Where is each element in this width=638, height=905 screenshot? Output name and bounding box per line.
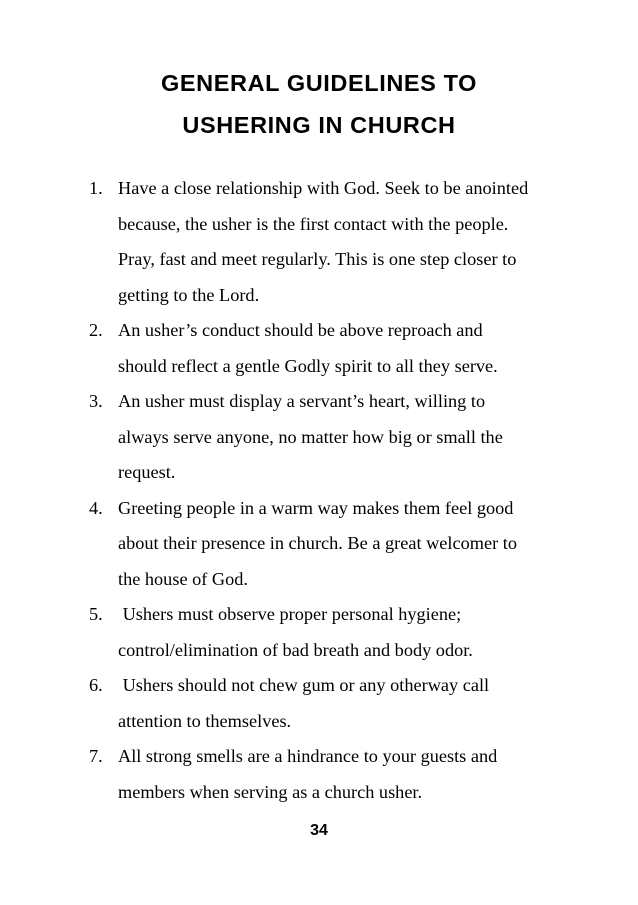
item-number: 6. <box>89 675 103 695</box>
item-line: Greeting people in a warm way makes them feel good <box>118 497 514 518</box>
page-number: 34 <box>310 822 328 839</box>
item-line: Ushers should not chew gum or any otherway call <box>118 675 490 695</box>
item-line: the house of God. <box>118 568 248 589</box>
item-number: 3. <box>89 391 103 411</box>
page-title-line-1: GENERAL GUIDELINES TO <box>161 70 477 96</box>
item-line: getting to the Lord. <box>118 284 260 305</box>
page-title-line-2: USHERING IN CHURCH <box>182 112 456 138</box>
list-item <box>0 384 578 491</box>
item-line: Ushers must observe proper personal hygiene; <box>118 604 462 624</box>
item-line: All strong smells are a hindrance to your guests and <box>118 746 498 766</box>
item-line: should reflect a gentle Godly spirit to all they serve. <box>118 355 498 376</box>
list-item <box>0 313 578 384</box>
item-number: 7. <box>89 746 103 766</box>
item-number: 1. <box>89 178 103 198</box>
item-line: request. <box>118 462 176 482</box>
item-line: An usher must display a servant’s heart, willing to <box>118 391 486 411</box>
item-line: attention to themselves. <box>118 710 292 731</box>
item-line: about their presence in church. Be a great welcomer to <box>118 533 517 553</box>
list-item <box>0 739 578 810</box>
guidelines-list <box>0 171 638 810</box>
list-item <box>0 597 578 668</box>
list-item <box>0 668 578 739</box>
item-number: 2. <box>89 320 103 340</box>
item-line: Have a close relationship with God. Seek to be anointed <box>118 178 529 198</box>
item-line: Pray, fast and meet regularly. This is one step closer to <box>118 249 517 269</box>
item-line: members when serving as a church usher. <box>118 781 423 802</box>
item-line: because, the usher is the first contact with the people. <box>118 213 509 234</box>
item-line: always serve anyone, no matter how big or small the <box>118 426 503 447</box>
item-number: 5. <box>89 604 103 624</box>
list-item <box>0 171 578 313</box>
item-line: control/elimination of bad breath and body odor. <box>118 639 473 660</box>
list-item <box>0 491 578 598</box>
item-line: An usher’s conduct should be above reproach and <box>118 320 483 340</box>
item-number: 4. <box>89 497 103 518</box>
